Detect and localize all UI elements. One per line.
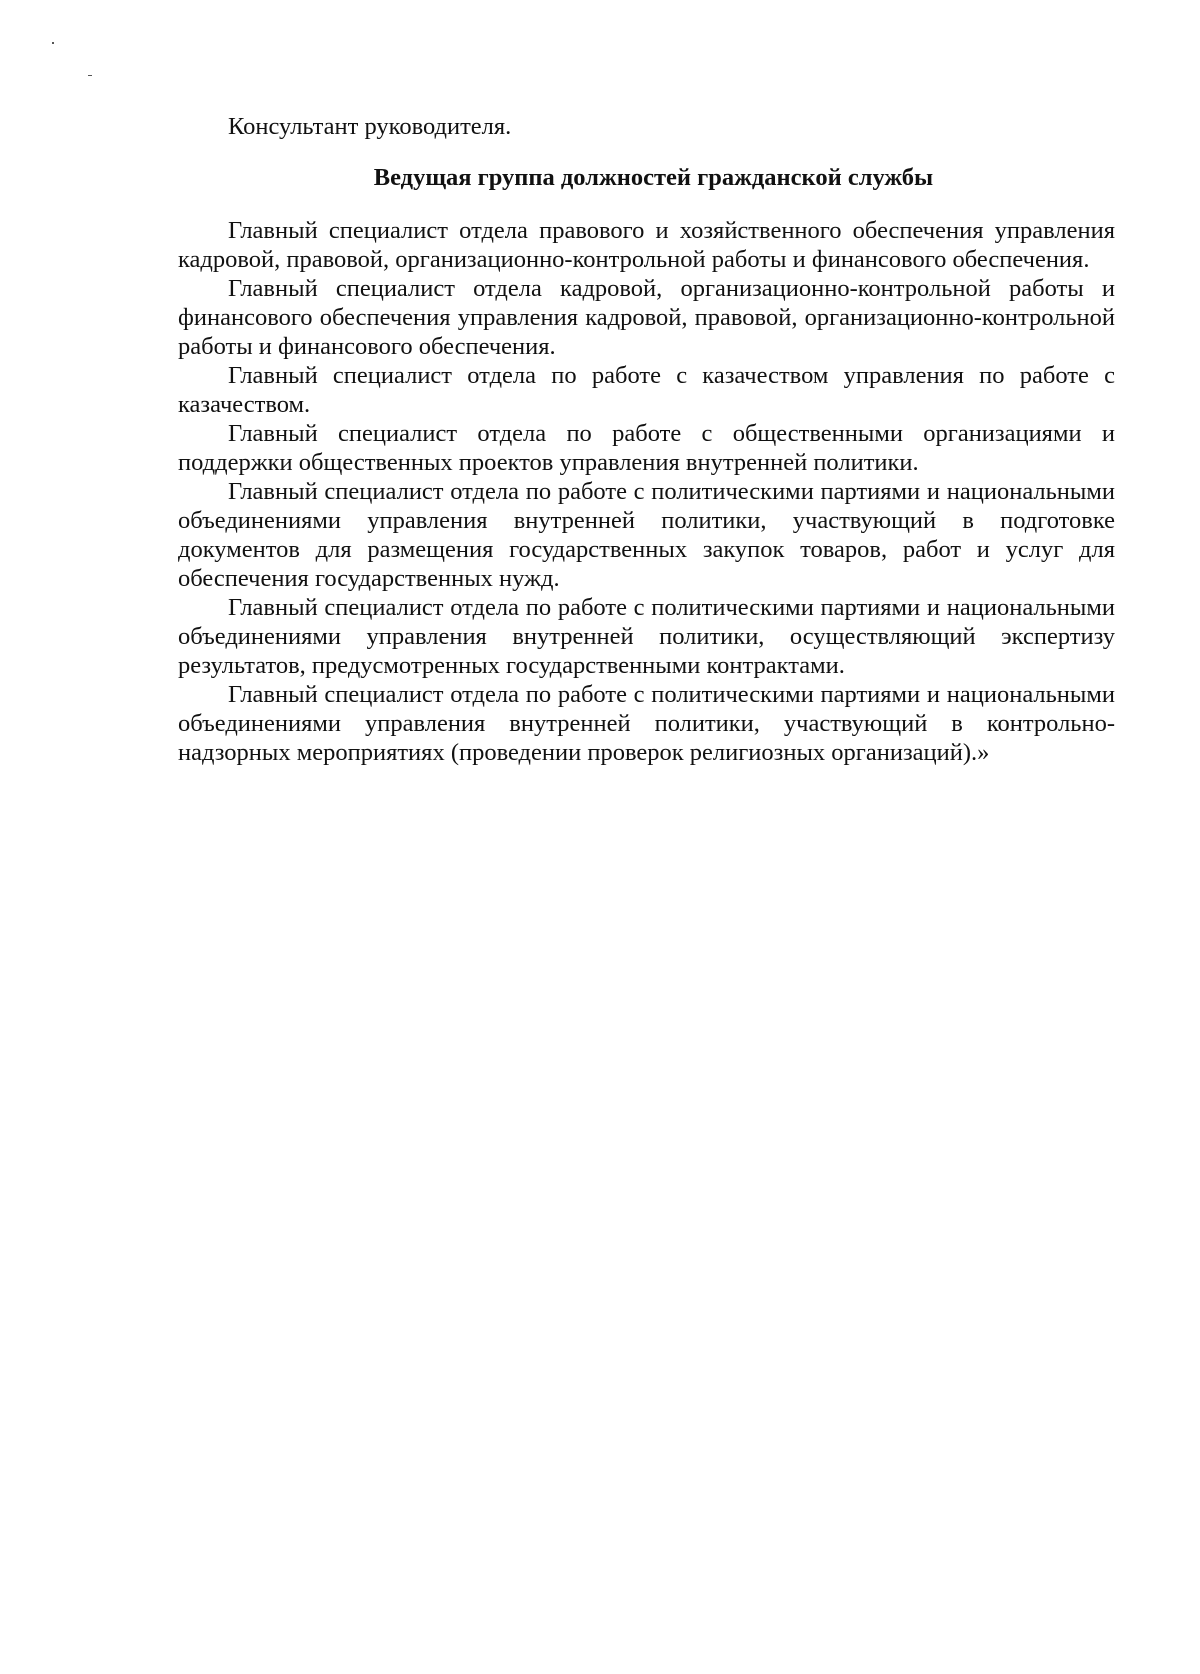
scan-speck <box>88 75 92 76</box>
position-paragraph: Главный специалист отдела по работе с казачеством управления по работе с казачеством. <box>178 362 1115 418</box>
position-paragraph: Главный специалист отдела правового и хозяйственного обеспечения управления кадровой, правовой, организационно-контрольной работы и финансового обеспечения. <box>178 217 1115 273</box>
position-paragraph: Главный специалист отдела кадровой, организационно-контрольной работы и финансового обеспечения управления кадровой, правовой, организационно-контрольной работы и финансового обеспечения. <box>178 275 1115 360</box>
document-body <box>178 112 1115 767</box>
section-heading: Ведущая группа должностей гражданской службы <box>373 164 934 191</box>
position-paragraph: Главный специалист отдела по работе с общественными организациями и поддержки общественных проектов управления внутренней политики. <box>178 420 1115 476</box>
position-paragraph: Главный специалист отдела по работе с политическими партиями и национальными объединениями управления внутренней политики, осуществляющий экспертизу результатов, предусмотренных государственными контрактами. <box>178 594 1115 679</box>
scan-speck <box>52 42 54 44</box>
position-paragraph: Главный специалист отдела по работе с политическими партиями и национальными объединениями управления внутренней политики, участвующий в контрольно-надзорных мероприятиях (проведении проверок религиозных организаций).» <box>178 681 1115 766</box>
position-line: Консультант руководителя. <box>228 113 512 140</box>
position-paragraph: Главный специалист отдела по работе с политическими партиями и национальными объединениями управления внутренней политики, участвующий в подготовке документов для размещения государственных закупок товаров, работ и услуг для обеспечения государственных нужд. <box>178 478 1115 592</box>
